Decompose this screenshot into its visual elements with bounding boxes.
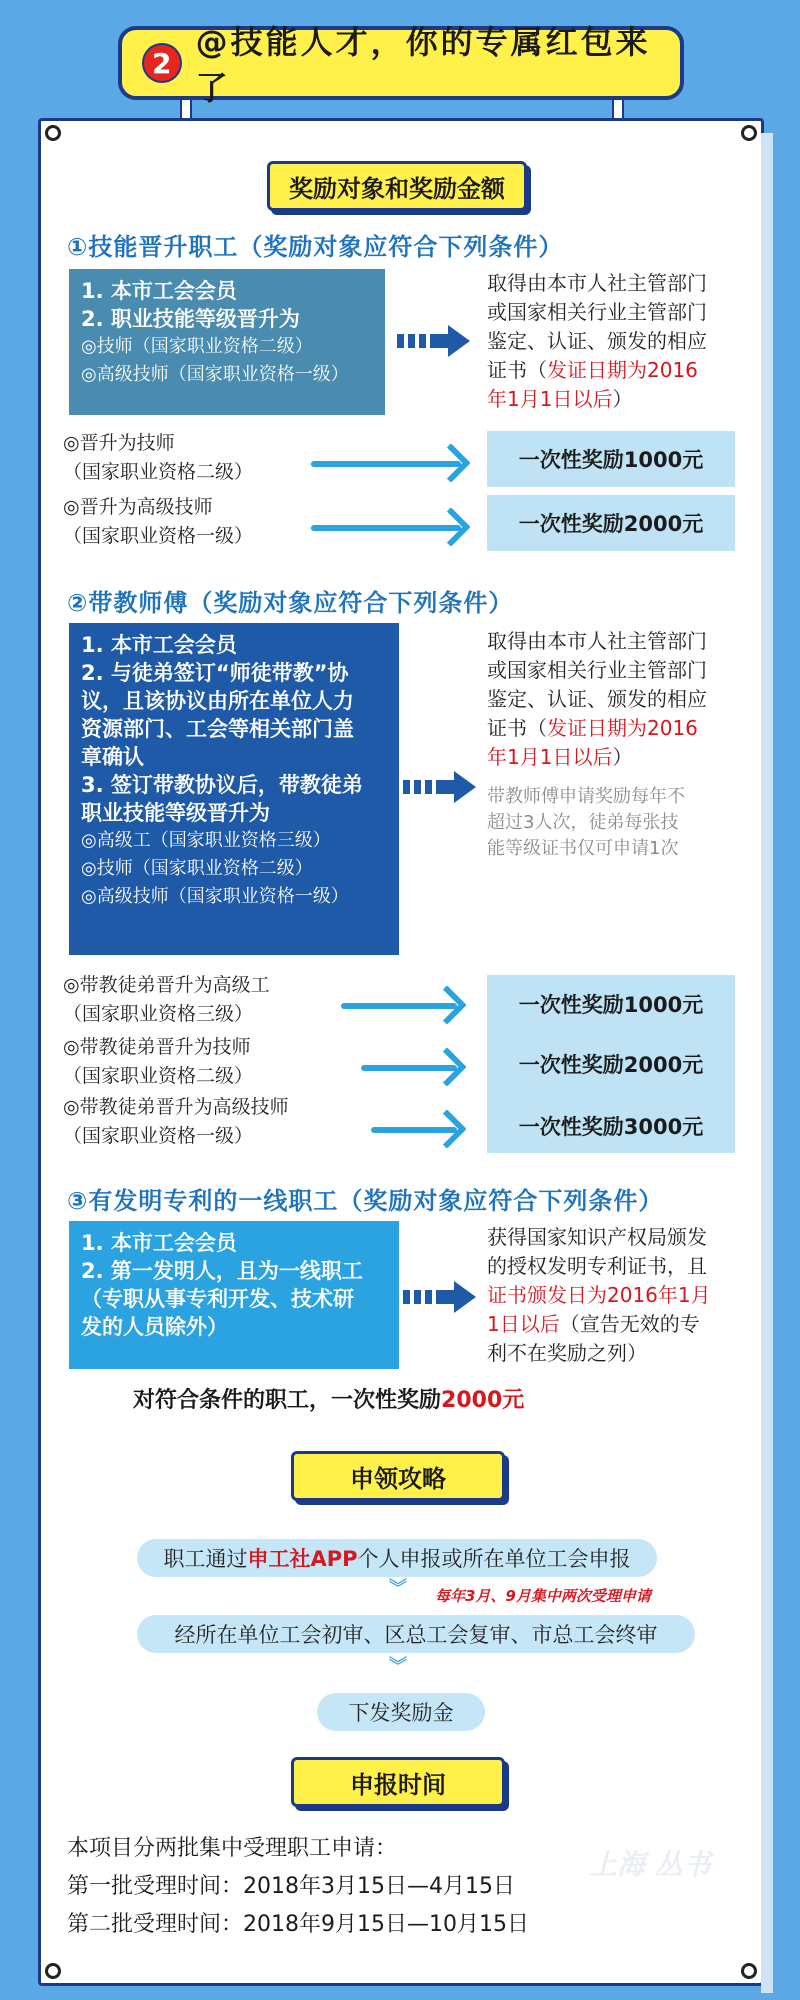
banner-hanger-left [180, 98, 192, 120]
condition-line: 发的人员除外） [81, 1315, 228, 1339]
reward-summary: 对符合条件的职工，一次性奖励2000元 [133, 1388, 525, 1413]
heading-mentor: ②带教师傅（奖励对象应符合下列条件） [67, 589, 514, 617]
chevron-down-icon: ︾ [389, 1578, 407, 1599]
watermark: 上海 丛书 [589, 1848, 711, 1881]
screw-icon [741, 125, 757, 141]
banner-title: @技能人才，你的专属红包来了 [195, 23, 651, 107]
step-apply: 职工通过 申工社APP 个人申报或所在单位工会申报 [137, 1539, 657, 1577]
condition-line: 职业技能等级晋升为 [81, 801, 270, 825]
patent-condition: 获得国家知识产权局颁发 的授权发明专利证书，且 证书颁发日为2016年1月 1日以后（宣告无效的专 利不在奖励之列） [487, 1225, 711, 1365]
arrow-right-icon [311, 525, 461, 531]
condition-line: ◎技师（国家职业资格二级） [81, 336, 313, 357]
time-intro: 本项目分两批集中受理职工申请： [67, 1836, 398, 1861]
condition-line: 2. 与徒弟签订“师徒带教”协 [81, 661, 349, 685]
certificate-condition-1: 取得由本市人社主管部门 或国家相关行业主管部门 鉴定、认证、颁发的相应 证书（发证日期为2016 年1月1日以后） [487, 271, 707, 411]
condition-line: ◎高级工（国家职业资格三级） [81, 830, 331, 851]
condition-line: 资源部门、工会等相关部门盖 [81, 717, 354, 741]
dash-arrow-icon [403, 1281, 476, 1313]
step-payout: 下发奖励金 [317, 1693, 485, 1731]
certificate-condition-2: 取得由本市人社主管部门 或国家相关行业主管部门 鉴定、认证、颁发的相应 证书（发证日期为2016 年1月1日以后） 带教师傅申请奖励每年不 超过3人次，徒弟每张技 能等级证书仅可申请1次 [487, 629, 707, 859]
time-batch-1: 第一批受理时间：2018年3月15日—4月15日 [67, 1874, 515, 1899]
condition-line: 1. 本市工会会员 [81, 279, 237, 303]
time-batch-2: 第二批受理时间：2018年9月15日—10月15日 [67, 1912, 529, 1937]
heading-patent: ③有发明专利的一线职工（奖励对象应符合下列条件） [67, 1187, 664, 1215]
arrow-right-icon [361, 1065, 457, 1071]
list-item: ◎带教徒弟晋升为高级技师 （国家职业资格一级） [63, 1096, 289, 1147]
reward-badge: 一次性奖励3000元 [518, 1115, 704, 1139]
list-item: ◎带教徒弟晋升为技师 （国家职业资格二级） [63, 1036, 254, 1087]
arrow-right-icon [341, 1003, 457, 1009]
section-number-badge: 2 [142, 43, 182, 83]
condition-line: （专职从事专利开发、技术研 [81, 1287, 354, 1311]
screw-icon [45, 125, 61, 141]
header-banner [118, 23, 684, 107]
condition-box-1 [69, 269, 385, 415]
arrow-right-icon [371, 1127, 457, 1133]
section-tag-time: 申报时间 [291, 1757, 505, 1807]
screw-icon [45, 1963, 61, 1979]
condition-line: ◎高级技师（国家职业资格一级） [81, 364, 349, 385]
section-tag-rewards: 奖励对象和奖励金额 [267, 161, 527, 211]
arrow-right-icon [311, 461, 461, 467]
condition-line: 3. 签订带教协议后，带教徒弟 [81, 773, 363, 797]
condition-line: 2. 职业技能等级晋升为 [81, 307, 300, 331]
reward-badge: 一次性奖励2000元 [518, 1053, 704, 1077]
dash-arrow-icon [397, 325, 470, 357]
condition-line: 2. 第一发明人，且为一线职工 [81, 1259, 363, 1283]
section-tag-guide: 申领攻略 [291, 1451, 505, 1501]
step-review: 经所在单位工会初审、区总工会复审、市总工会终审 [137, 1615, 695, 1653]
main-card [38, 118, 764, 1986]
reward-badge: 一次性奖励1000元 [518, 993, 704, 1017]
reward-badge: 一次性奖励2000元 [487, 495, 735, 551]
condition-line: 章确认 [81, 745, 144, 769]
list-item: ◎晋升为高级技师 （国家职业资格一级） [63, 496, 254, 547]
condition-line: 议，且该协议由所在单位人力 [81, 689, 354, 713]
condition-line: 1. 本市工会会员 [81, 633, 237, 657]
reward-badge: 一次性奖励1000元 [487, 431, 735, 487]
condition-box-2 [69, 623, 399, 955]
condition-line: ◎技师（国家职业资格二级） [81, 858, 313, 879]
condition-line: 1. 本市工会会员 [81, 1231, 237, 1255]
condition-box-3 [69, 1221, 399, 1369]
condition-line: ◎高级技师（国家职业资格一级） [81, 886, 349, 907]
list-item: ◎晋升为技师 （国家职业资格二级） [63, 432, 254, 483]
list-item: ◎带教徒弟晋升为高级工 （国家职业资格三级） [63, 974, 270, 1025]
dash-arrow-icon [403, 771, 476, 803]
schedule-note: 每年3月、9月集中两次受理申请 [435, 1587, 651, 1605]
chevron-down-icon: ︾ [389, 1656, 407, 1677]
screw-icon [741, 1963, 757, 1979]
heading-skill-promotion: ①技能晋升职工（奖励对象应符合下列条件） [67, 233, 564, 261]
